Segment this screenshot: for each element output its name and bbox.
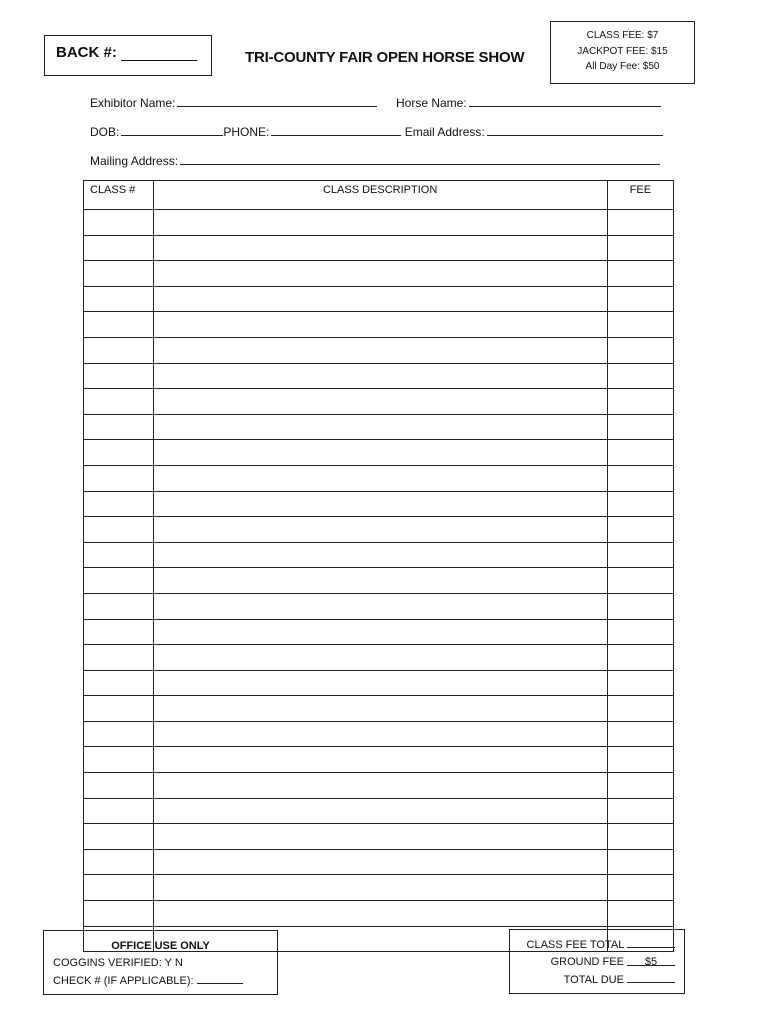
class-number-cell[interactable] bbox=[84, 901, 154, 927]
column-header-class-description: CLASS DESCRIPTION bbox=[153, 181, 607, 210]
class-description-cell[interactable] bbox=[153, 824, 607, 850]
class-description-cell[interactable] bbox=[153, 670, 607, 696]
class-fee-total-row bbox=[510, 936, 675, 954]
table-row bbox=[84, 773, 674, 799]
table-row bbox=[84, 414, 674, 440]
fee-cell[interactable] bbox=[607, 798, 673, 824]
fee-cell[interactable] bbox=[607, 875, 673, 901]
class-number-cell[interactable] bbox=[84, 337, 154, 363]
fee-cell[interactable] bbox=[607, 619, 673, 645]
table-row bbox=[84, 210, 674, 236]
column-header-fee: FEE bbox=[607, 181, 673, 210]
total-due-row bbox=[510, 971, 675, 989]
table-row bbox=[84, 389, 674, 415]
table-row bbox=[84, 747, 674, 773]
class-number-cell[interactable] bbox=[84, 389, 154, 415]
class-description-cell[interactable] bbox=[153, 568, 607, 594]
fee-cell[interactable] bbox=[607, 312, 673, 338]
fee-schedule-box bbox=[550, 21, 695, 84]
exhibitor-name-field[interactable] bbox=[177, 95, 377, 107]
class-number-cell[interactable] bbox=[84, 542, 154, 568]
class-description-cell[interactable] bbox=[153, 440, 607, 466]
horse-name-row bbox=[396, 95, 661, 110]
class-number-cell[interactable] bbox=[84, 312, 154, 338]
class-description-cell[interactable] bbox=[153, 747, 607, 773]
class-description-cell[interactable] bbox=[153, 773, 607, 799]
class-number-cell[interactable] bbox=[84, 286, 154, 312]
class-number-cell[interactable] bbox=[84, 568, 154, 594]
phone-field[interactable] bbox=[271, 124, 401, 136]
fee-cell[interactable] bbox=[607, 337, 673, 363]
class-description-cell[interactable] bbox=[153, 210, 607, 236]
class-number-cell[interactable] bbox=[84, 593, 154, 619]
check-number-label: CHECK # (IF APPLICABLE): bbox=[53, 975, 194, 987]
class-number-cell[interactable] bbox=[84, 261, 154, 287]
table-row bbox=[84, 875, 674, 901]
table-row bbox=[84, 901, 674, 927]
class-description-cell[interactable] bbox=[153, 261, 607, 287]
exhibitor-name-row bbox=[90, 95, 377, 110]
table-row bbox=[84, 696, 674, 722]
fee-cell[interactable] bbox=[607, 261, 673, 287]
coggins-verified-text: COGGINS VERIFIED: Y N bbox=[53, 957, 183, 969]
dob-label: DOB: bbox=[90, 125, 120, 139]
table-row bbox=[84, 363, 674, 389]
fee-cell[interactable] bbox=[607, 517, 673, 543]
class-number-cell[interactable] bbox=[84, 210, 154, 236]
class-description-cell[interactable] bbox=[153, 312, 607, 338]
table-row bbox=[84, 440, 674, 466]
dob-field[interactable] bbox=[121, 124, 223, 136]
class-number-cell[interactable] bbox=[84, 491, 154, 517]
class-description-cell[interactable] bbox=[153, 491, 607, 517]
mailing-address-row bbox=[90, 153, 660, 168]
class-description-cell[interactable] bbox=[153, 414, 607, 440]
ground-fee-row bbox=[510, 954, 675, 971]
table-row bbox=[84, 312, 674, 338]
class-number-cell[interactable] bbox=[84, 363, 154, 389]
horse-name-field[interactable] bbox=[469, 95, 661, 107]
page-title: TRI-COUNTY FAIR OPEN HORSE SHOW bbox=[245, 49, 525, 66]
table-row bbox=[84, 645, 674, 671]
fee-cell[interactable] bbox=[607, 491, 673, 517]
fee-cell[interactable] bbox=[607, 568, 673, 594]
class-fee-total-label: CLASS FEE TOTAL bbox=[526, 939, 624, 951]
totals-box bbox=[509, 929, 685, 994]
fee-cell[interactable] bbox=[607, 235, 673, 261]
fee-cell[interactable] bbox=[607, 696, 673, 722]
table-row bbox=[84, 261, 674, 287]
fee-cell[interactable] bbox=[607, 389, 673, 415]
class-description-cell[interactable] bbox=[153, 721, 607, 747]
fee-cell[interactable] bbox=[607, 670, 673, 696]
check-number-row bbox=[53, 972, 277, 990]
class-number-cell[interactable] bbox=[84, 440, 154, 466]
class-number-cell[interactable] bbox=[84, 696, 154, 722]
class-number-cell[interactable] bbox=[84, 798, 154, 824]
table-row bbox=[84, 593, 674, 619]
table-row bbox=[84, 235, 674, 261]
fee-cell[interactable] bbox=[607, 286, 673, 312]
class-description-cell[interactable] bbox=[153, 593, 607, 619]
fee-cell[interactable] bbox=[607, 593, 673, 619]
table-row bbox=[84, 849, 674, 875]
class-description-cell[interactable] bbox=[153, 542, 607, 568]
fee-cell[interactable] bbox=[607, 645, 673, 671]
table-row bbox=[84, 798, 674, 824]
class-description-cell[interactable] bbox=[153, 517, 607, 543]
back-number-field[interactable] bbox=[121, 46, 197, 61]
fee-cell[interactable] bbox=[607, 440, 673, 466]
back-number-label: BACK #: bbox=[56, 44, 117, 61]
class-description-cell[interactable] bbox=[153, 901, 607, 927]
table-header-row bbox=[84, 181, 674, 210]
phone-label: PHONE: bbox=[223, 125, 270, 139]
class-description-cell[interactable] bbox=[153, 798, 607, 824]
class-description-cell[interactable] bbox=[153, 619, 607, 645]
table-row bbox=[84, 286, 674, 312]
total-due-label: TOTAL DUE bbox=[563, 974, 624, 986]
class-number-cell[interactable] bbox=[84, 517, 154, 543]
fee-cell[interactable] bbox=[607, 773, 673, 799]
fee-cell[interactable] bbox=[607, 849, 673, 875]
fee-cell[interactable] bbox=[607, 824, 673, 850]
class-entry-table bbox=[83, 180, 674, 952]
class-description-cell[interactable] bbox=[153, 465, 607, 491]
table-row bbox=[84, 721, 674, 747]
table-row bbox=[84, 824, 674, 850]
class-number-cell[interactable] bbox=[84, 849, 154, 875]
table-row bbox=[84, 619, 674, 645]
class-description-cell[interactable] bbox=[153, 696, 607, 722]
class-fee-text: CLASS FEE: $7 bbox=[586, 30, 659, 41]
class-description-cell[interactable] bbox=[153, 849, 607, 875]
fee-cell[interactable] bbox=[607, 721, 673, 747]
class-fee-total-field[interactable] bbox=[627, 936, 675, 948]
fee-cell[interactable] bbox=[607, 542, 673, 568]
class-number-cell[interactable] bbox=[84, 747, 154, 773]
mailing-address-label: Mailing Address: bbox=[90, 154, 179, 168]
table-row bbox=[84, 542, 674, 568]
class-number-cell[interactable] bbox=[84, 235, 154, 261]
total-due-field[interactable] bbox=[627, 971, 675, 983]
contact-row bbox=[90, 124, 663, 139]
check-number-field[interactable] bbox=[197, 972, 243, 984]
class-number-cell[interactable] bbox=[84, 619, 154, 645]
horse-name-label: Horse Name: bbox=[396, 96, 467, 110]
class-description-cell[interactable] bbox=[153, 235, 607, 261]
fee-cell[interactable] bbox=[607, 363, 673, 389]
table-row bbox=[84, 568, 674, 594]
class-number-cell[interactable] bbox=[84, 645, 154, 671]
class-number-cell[interactable] bbox=[84, 670, 154, 696]
email-field[interactable] bbox=[487, 124, 663, 136]
column-header-class-number: CLASS # bbox=[84, 181, 154, 210]
office-use-heading: OFFICE USE ONLY bbox=[111, 940, 210, 952]
class-number-cell[interactable] bbox=[84, 414, 154, 440]
class-description-cell[interactable] bbox=[153, 875, 607, 901]
table-row bbox=[84, 517, 674, 543]
exhibitor-name-label: Exhibitor Name: bbox=[90, 96, 176, 110]
class-number-cell[interactable] bbox=[84, 721, 154, 747]
table-row bbox=[84, 491, 674, 517]
all-day-fee-text: All Day Fee: $50 bbox=[585, 61, 660, 72]
class-description-cell[interactable] bbox=[153, 645, 607, 671]
jackpot-fee-text: JACKPOT FEE: $15 bbox=[577, 45, 668, 57]
class-description-cell[interactable] bbox=[153, 286, 607, 312]
table-row bbox=[84, 670, 674, 696]
class-description-cell[interactable] bbox=[153, 337, 607, 363]
fee-cell[interactable] bbox=[607, 901, 673, 927]
mailing-address-field[interactable] bbox=[180, 153, 660, 165]
class-number-cell[interactable] bbox=[84, 773, 154, 799]
fee-cell[interactable] bbox=[607, 747, 673, 773]
class-number-cell[interactable] bbox=[84, 824, 154, 850]
table-row bbox=[84, 465, 674, 491]
ground-fee-value: $5 bbox=[627, 954, 675, 966]
fee-cell[interactable] bbox=[607, 210, 673, 236]
back-number-box bbox=[44, 35, 212, 76]
class-description-cell[interactable] bbox=[153, 363, 607, 389]
class-description-cell[interactable] bbox=[153, 389, 607, 415]
email-label: Email Address: bbox=[404, 125, 485, 139]
table-row bbox=[84, 337, 674, 363]
fee-cell[interactable] bbox=[607, 414, 673, 440]
ground-fee-label: GROUND FEE bbox=[550, 956, 624, 968]
office-use-box bbox=[43, 930, 278, 995]
class-number-cell[interactable] bbox=[84, 875, 154, 901]
class-number-cell[interactable] bbox=[84, 465, 154, 491]
fee-cell[interactable] bbox=[607, 465, 673, 491]
